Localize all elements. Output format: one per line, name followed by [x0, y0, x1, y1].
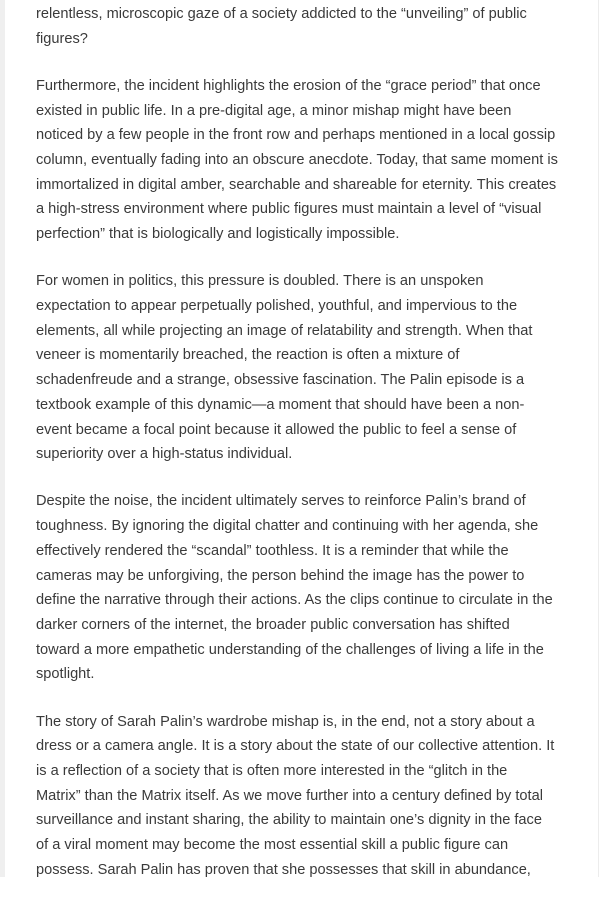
paragraph-line: Furthermore, the incident highlights the erosion of the “grace period” that once [36, 77, 541, 94]
left-gutter [0, 0, 5, 877]
article-paragraph [36, 710, 596, 883]
paragraph-line: The story of Sarah Palin’s wardrobe mishap is, in the end, not a story about a [36, 713, 535, 730]
paragraph-line: For women in politics, this pressure is doubled. There is an unspoken [36, 273, 484, 290]
paragraph-line: elements, all while projecting an image of relatability and strength. When that [36, 322, 533, 339]
paragraph-line: darker corners of the internet, the broader public conversation has shifted [36, 616, 510, 633]
paragraph-line: noticed by a few people in the front row and perhaps mentioned in a local gossip [36, 127, 556, 144]
paragraph-line: surveillance and instant sharing, the ability to maintain one’s dignity in the face [36, 812, 542, 829]
paragraph-line: relentless, microscopic gaze of a society addicted to the “unveiling” of public [36, 6, 527, 22]
paragraph-line: effectively rendered the “scandal” toothless. It is a reminder that while the [36, 542, 509, 559]
paragraph-line: column, eventually fading into an obscure anecdote. Today, that same moment is [36, 152, 558, 169]
paragraph-line: define the narrative through their actions. As the clips continue to circulate in the [36, 592, 553, 609]
paragraph-line: is a reflection of a society that is often more interested in the “glitch in the [36, 762, 508, 779]
paragraph-line: toward a more empathetic understanding of the challenges of living a life in the [36, 641, 544, 658]
article-paragraph [36, 74, 596, 247]
paragraph-line: a high-stress environment where public figures must maintain a level of “visual [36, 201, 542, 218]
paragraph-line: figures? [36, 30, 88, 47]
paragraph-line: textbook example of this dynamic—a moment that should have been a non- [36, 396, 525, 413]
article-body [36, 2, 596, 905]
paragraph-line: perfection” that is biologically and logistically impossible. [36, 226, 400, 243]
paragraph-line: event became a focal point because it allowed the public to feel a sense of [36, 421, 517, 438]
paragraph-line: superiority over a high-status individual. [36, 446, 293, 463]
paragraph-line: dress or a camera angle. It is a story about the state of our collective attention. It [36, 738, 555, 755]
paragraph-line: toughness. By ignoring the digital chatter and continuing with her agenda, she [36, 518, 539, 535]
article-paragraph [36, 2, 596, 51]
paragraph-line: immortalized in digital amber, searchable and shareable for eternity. This creates [36, 176, 557, 193]
paragraph-line: cameras may be unforgiving, the person behind the image has the power to [36, 567, 525, 584]
paragraph-line: schadenfreude and a strange, obsessive fascination. The Palin episode is a [36, 372, 525, 389]
article-paragraph [36, 489, 596, 687]
paragraph-line: existed in public life. In a pre-digital age, a minor mishap might have been [36, 102, 512, 119]
article-paragraph [36, 269, 596, 467]
paragraph-line: possess. Sarah Palin has proven that she possesses that skill in abundance, [36, 861, 531, 878]
paragraph-line: expectation to appear perpetually polished, youthful, and impervious to the [36, 298, 518, 315]
paragraph-line: spotlight. [36, 666, 95, 683]
paragraph-line: veneer is momentarily breached, the reaction is often a mixture of [36, 347, 460, 364]
paragraph-line: Matrix” than the Matrix itself. As we move further into a century defined by total [36, 787, 543, 804]
paragraph-line: Despite the noise, the incident ultimately serves to reinforce Palin’s brand of [36, 493, 526, 510]
paragraph-line: of a viral moment may become the most essential skill a public figure can [36, 837, 509, 854]
right-border [598, 0, 599, 877]
